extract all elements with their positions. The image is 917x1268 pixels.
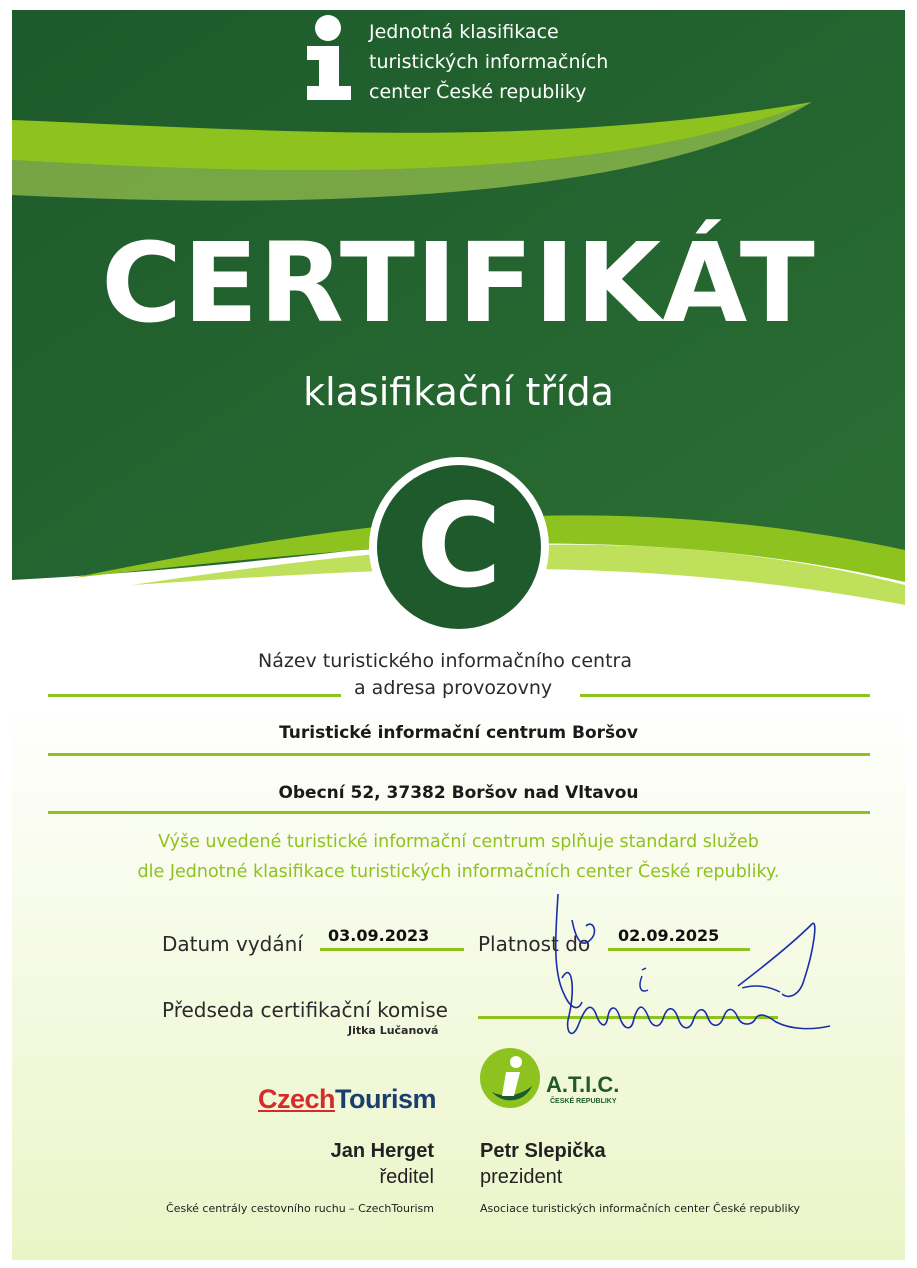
statement-line-2: dle Jednotné klasifikace turistických informačních center České republiky. [137,862,780,882]
field-label-line-2: a adresa provozovny [354,677,553,699]
czechtourism-logo-part1: Czech [258,1084,336,1114]
field-label-line-1: Název turistického informačního centra [258,650,632,672]
atic-i-icon [478,1046,542,1110]
valid-label: Platnost do [478,932,591,956]
atic-signatory-role: prezident [480,1166,563,1188]
czechtourism-signatory-name: Jan Herget [330,1140,434,1162]
czechtourism-logo-part2: Tourism [335,1084,437,1114]
class-badge [369,457,549,637]
divider-line [580,694,870,697]
certificate-title: CERTIFIKÁT [101,219,816,347]
czechtourism-signatory-role: ředitel [379,1166,434,1188]
commission-label: Předseda certifikační komise [162,998,448,1022]
atic-logo-subtext: ČESKÉ REPUBLIKY [550,1098,617,1105]
header-line-1: Jednotná klasifikace [369,21,559,43]
info-i-icon [299,14,357,100]
issued-label: Datum vydání [162,932,303,956]
header-line-2: turistických informačních [369,51,609,73]
valid-date: 02.09.2025 [618,926,720,945]
signature [542,890,832,1060]
class-letter: C [416,479,502,614]
center-name: Turistické informační centrum Boršov [279,723,638,743]
commission-name: Jitka Lučanová [348,1024,439,1037]
divider-line [320,948,464,951]
issued-date: 03.09.2023 [328,926,430,945]
statement-line-1: Výše uvedené turistické informační centrum splňuje standard služeb [158,832,759,852]
divider-line [48,753,870,756]
center-address: Obecní 52, 37382 Boršov nad Vltavou [278,783,639,803]
atic-org: Asociace turistických informačních center České republiky [480,1202,801,1215]
certificate-subtitle: klasifikační třída [303,370,614,414]
atic-signatory-name: Petr Slepička [480,1140,606,1162]
czechtourism-logo [258,1084,436,1115]
divider-line [48,694,341,697]
atic-logo-text: A.T.I.C. [546,1072,620,1097]
certificate [12,10,905,1260]
divider-line [48,811,870,814]
header-line-3: center České republiky [369,81,587,103]
czechtourism-org: České centrály cestovního ruchu – CzechTourism [166,1202,434,1215]
